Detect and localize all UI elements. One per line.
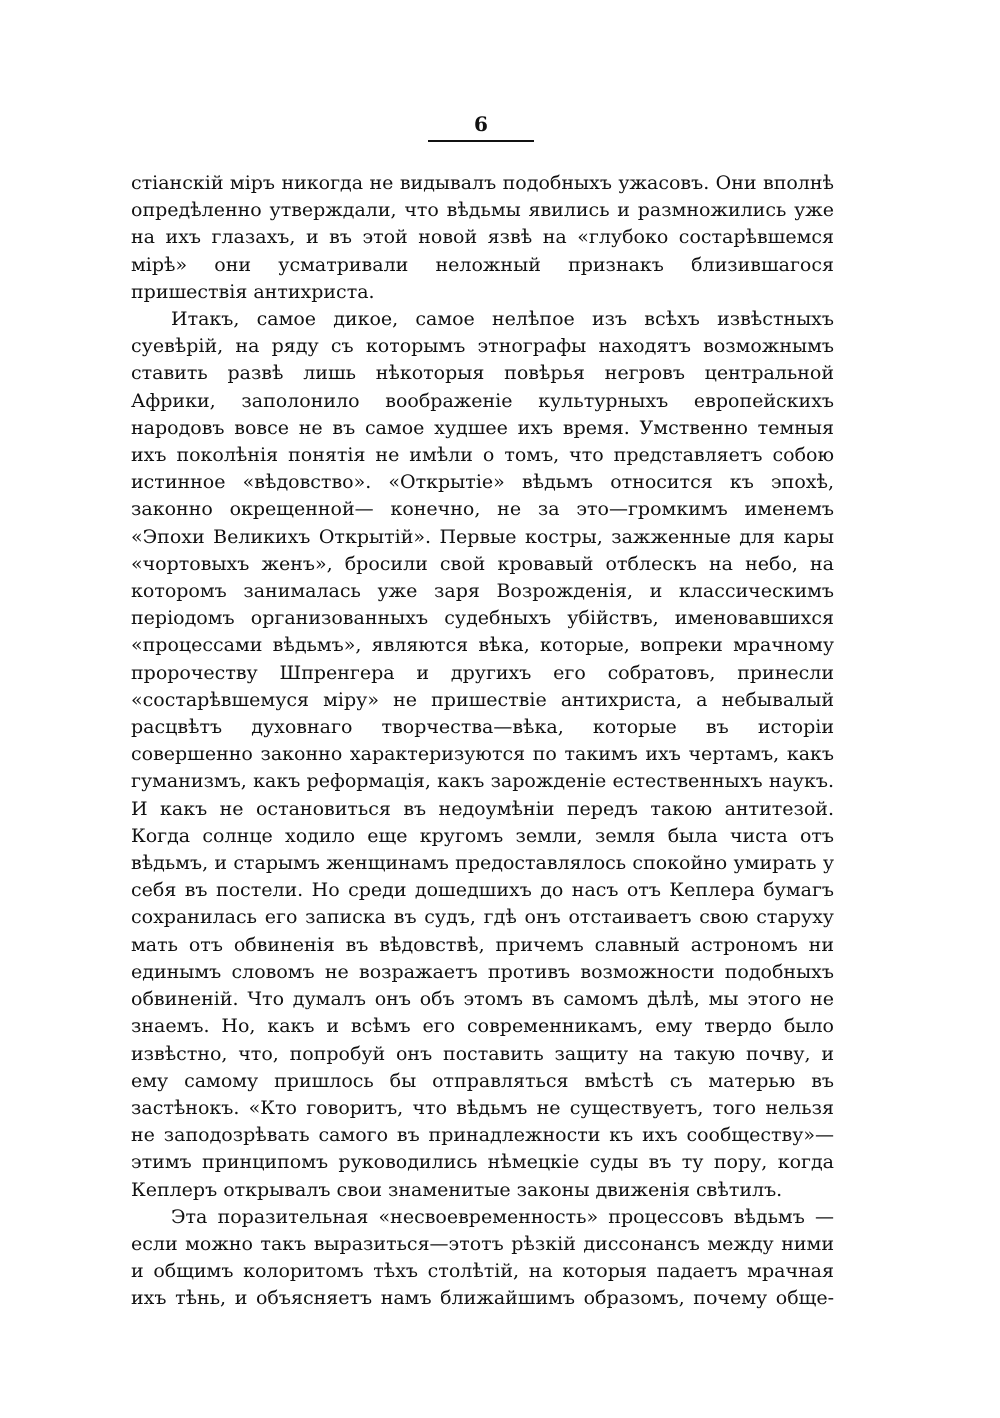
paragraph-final: Эта поразительная «несвоевременность» процессовъ вѣдьмъ — если можно такъ выразиться—этотъ рѣзкій диссонансъ между ними и общимъ колоритомъ тѣхъ столѣтій, на которыя падаетъ мрачная ихъ тѣнь, и объясняетъ намъ ближайшимъ образомъ, почему обще- — [131, 1205, 834, 1310]
paragraph-continuation: стіанскій міръ никогда не видывалъ подобныхъ ужасовъ. Они вполнѣ опредѣленно утверждали, что вѣдьмы явились и размножились уже на ихъ глазахъ, и въ этой новой язвѣ на «глубоко состарѣвшемся мірѣ» они усматривали неложный признакъ близившагося пришествія антихриста. — [131, 172, 834, 303]
header-rule — [428, 140, 534, 142]
page-number: 6 — [474, 112, 488, 136]
page-header — [428, 112, 534, 142]
paragraph-main: Итакъ, самое дикое, самое нелѣпое изъ всѣхъ извѣстныхъ суевѣрій, на ряду съ которымъ этнографы находятъ возможнымъ ставить развѣ лишь нѣкоторыя повѣрья негровъ центральной Африки, заполонило воображеніе культурныхъ европейскихъ народовъ вовсе не въ самое худшее ихъ время. Умственно темныя ихъ поколѣнія понятія не имѣли о томъ, что представляетъ собою истинное «вѣдовство». «Открытіе» вѣдьмъ относится къ эпохѣ, законно окрещенной— конечно, не за это—громкимъ именемъ «Эпохи Великихъ Открытій». Первые костры, зажженные для кары «чортовыхъ женъ», бросили свой кровавый отблескъ на небо, на которомъ занималась уже заря Возрожденія, и классическимъ періодомъ организованныхъ судебныхъ убійствъ, именовавшихся «процессами вѣдьмъ», являются вѣка, которые, вопреки мрачному пророчеству Шпренгера и другихъ его собратовъ, принесли «состарѣвшемуся міру» не пришествіе антихриста, а небывалый расцвѣтъ духовнаго творчества—вѣка, которые въ исторіи совершенно законно характеризуются по такимъ ихъ чертамъ, какъ гуманизмъ, какъ реформація, какъ зарожденіе естественныхъ наукъ. И какъ не остановиться въ недоумѣніи передъ такою антитезой. Когда солнце ходило еще кругомъ земли, земля была чиста отъ вѣдьмъ, и старымъ женщинамъ предоставлялось спокойно умирать у себя въ постели. Но среди дошедшихъ до насъ отъ Кеплера бумагъ сохранилась его записка въ судъ, гдѣ онъ отстаиваетъ свою старуху мать отъ обвиненія въ вѣдовствѣ, причемъ славный астрономъ ни единымъ словомъ не возражаетъ противъ возможности подобныхъ обвиненій. Что думалъ онъ объ этомъ въ самомъ дѣлѣ, мы этого не знаемъ. Но, какъ и всѣмъ его современникамъ, ему твердо было извѣстно, что, попробуй онъ поставить защиту на такую почву, и ему самому пришлось бы отправляться вмѣстѣ съ матерью въ застѣнокъ. «Кто говоритъ, что вѣдьмъ не существуетъ, того нельзя не заподозрѣвать самого въ принадлежности къ ихъ сообществу»—этимъ принципомъ руководились нѣмецкіе суды въ ту пору, когда Кеплеръ открывалъ свои знаменитые законы движенія свѣтилъ. — [131, 308, 834, 1201]
body-text — [131, 170, 834, 1313]
